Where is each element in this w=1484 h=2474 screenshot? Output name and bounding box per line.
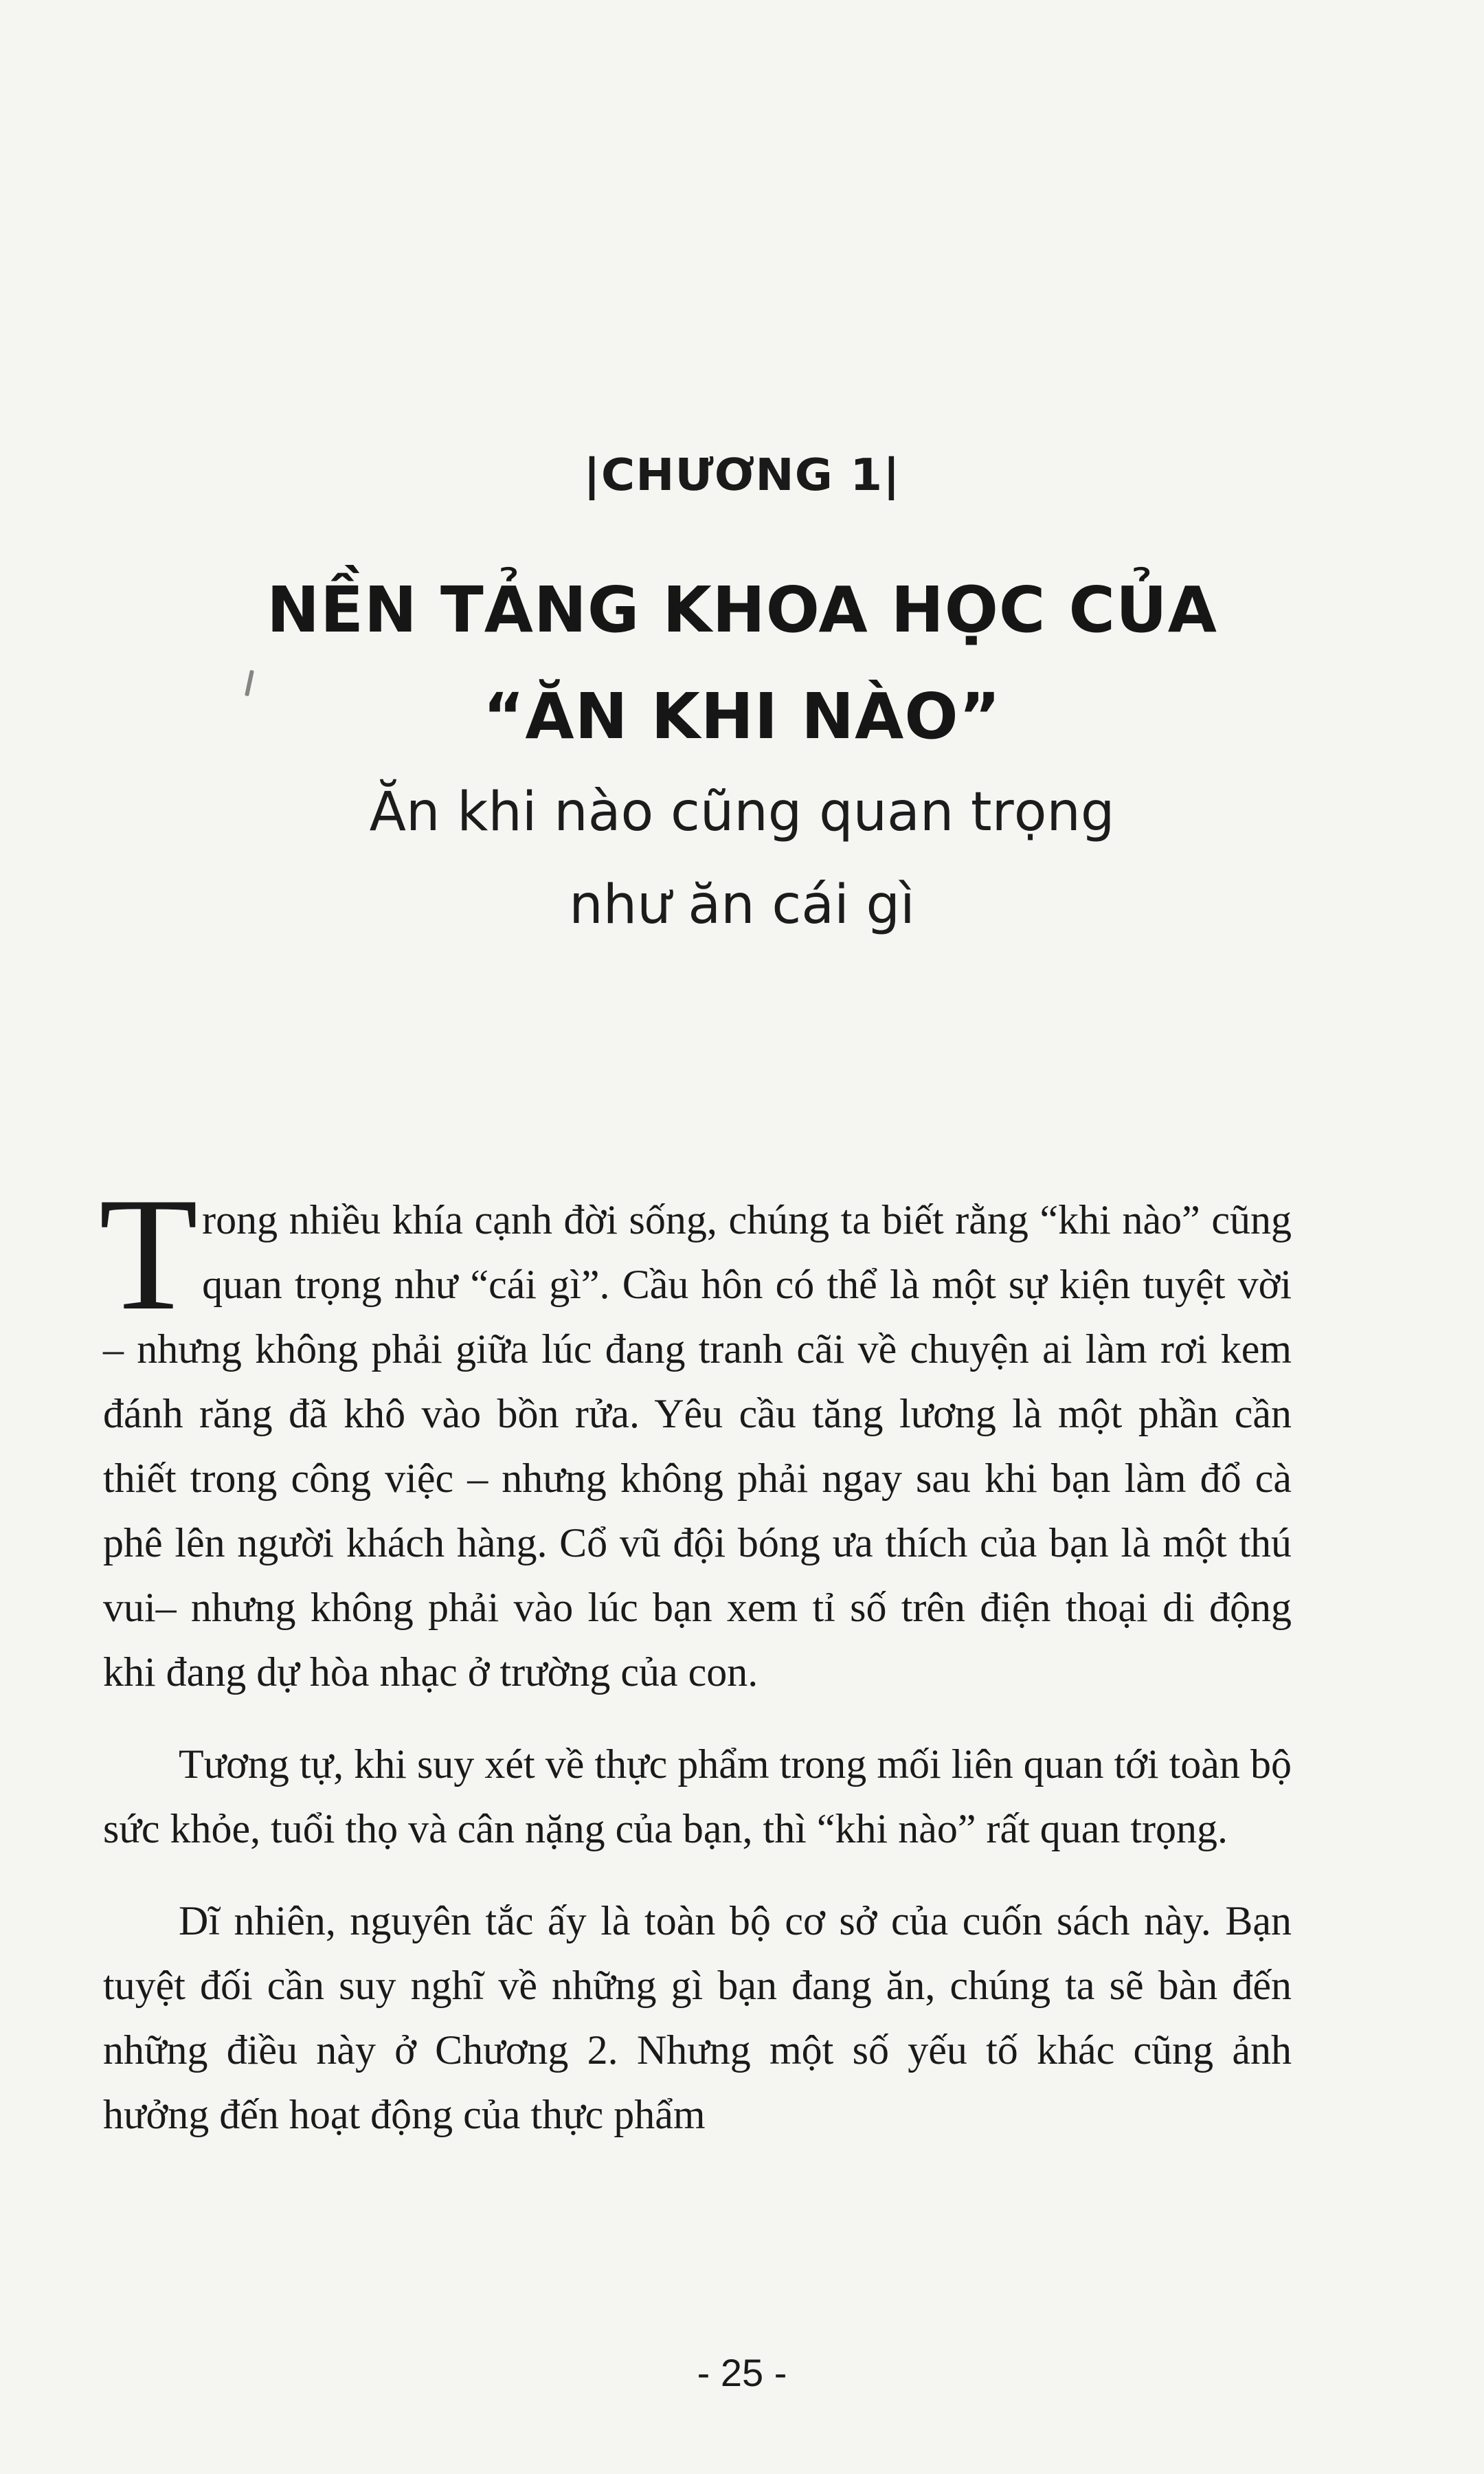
chapter-subtitle-line-1: Ăn khi nào cũng quan trọng [369, 781, 1115, 843]
paragraph-2: Tương tự, khi suy xét về thực phẩm trong mối liên quan tới toàn bộ sức khỏe, tuổi thọ và cân nặng của bạn, thì “khi nào” rất quan trọng. [103, 1741, 1292, 1851]
chapter-label: |CHƯƠNG 1| [583, 450, 901, 501]
chapter-subtitle-line-2: như ăn cái gì [569, 874, 915, 936]
dropcap-letter: T [99, 1165, 199, 1344]
paragraph-3: Dĩ nhiên, nguyên tắc ấy là toàn bộ cơ sở của cuốn sách này. Bạn tuyệt đối cần suy nghĩ về những gì bạn đang ăn, chúng ta sẽ bàn đến những điều này ở Chương 2. Nhưng một số yếu tố khác cũng ảnh hưởng đến hoạt động của thực phẩm [103, 1898, 1292, 2137]
chapter-title [0, 557, 1484, 770]
paragraph-1 [99, 1165, 1292, 1704]
paragraph-1-text: rong nhiều khía cạnh đời sống, chúng ta biết rằng “khi nào” cũng quan trọng như “cái gì”. Cầu hôn có thể là một sự kiện tuyệt vời – nhưng không phải giữa lúc đang tranh cãi về chuyện ai làm rơi kem đánh răng đã khô vào bồn rửa. Yêu cầu tăng lương là một phần cần thiết trong công việc – nhưng không phải ngay sau khi bạn làm đổ cà phê lên người khách hàng. Cổ vũ đội bóng ưa thích của bạn là một thú vui– nhưng không phải vào lúc bạn xem tỉ số trên điện thoại di động khi đang dự hòa nhạc ở trường của con. [103, 1197, 1292, 1695]
chapter-subtitle [0, 766, 1484, 952]
body-text [99, 1165, 1292, 2147]
chapter-title-line-2: “ĂN KHI NÀO” [482, 680, 1002, 753]
chapter-title-line-1: NỀN TẢNG KHOA HỌC CỦA [267, 573, 1217, 647]
page-number: - 25 - [697, 2351, 787, 2394]
